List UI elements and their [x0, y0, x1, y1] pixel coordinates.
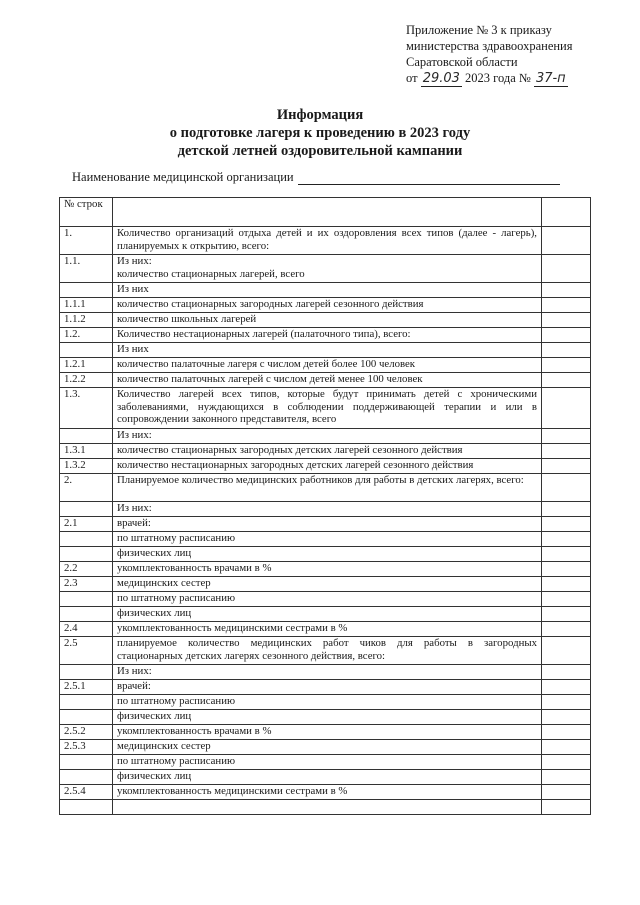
appendix-line-1: Приложение № 3 к приказу [406, 23, 552, 37]
row-number-cell: 2.5.1 [60, 680, 113, 695]
row-value-cell[interactable] [542, 547, 591, 562]
row-value-cell[interactable] [542, 358, 591, 373]
row-number-cell [60, 800, 113, 815]
row-value-cell[interactable] [542, 725, 591, 740]
row-number-cell: 1.3.1 [60, 444, 113, 459]
row-text-cell: врачей: [113, 680, 542, 695]
row-value-cell[interactable] [542, 770, 591, 785]
row-text-cell: количество стационарных загородных лагерей сезонного действия [113, 298, 542, 313]
row-text-cell: укомплектованность медицинскими сестрами в % [113, 785, 542, 800]
table-row [60, 755, 591, 770]
row-number-cell: 2.2 [60, 562, 113, 577]
table-row [60, 313, 591, 328]
table-row [60, 444, 591, 459]
row-number-cell: 1.2.2 [60, 373, 113, 388]
table-row [60, 373, 591, 388]
table-row [60, 577, 591, 592]
row-number-cell [60, 695, 113, 710]
organization-label: Наименование медицинской организации [72, 170, 294, 184]
table-row [60, 343, 591, 358]
row-number-cell [60, 665, 113, 680]
row-number-cell: 2.3 [60, 577, 113, 592]
row-value-cell[interactable] [542, 283, 591, 298]
row-number-cell: 2.5.4 [60, 785, 113, 800]
table-row [60, 459, 591, 474]
row-value-cell[interactable] [542, 710, 591, 725]
row-text-cell: укомплектованность врачами в % [113, 725, 542, 740]
row-value-cell[interactable] [542, 298, 591, 313]
row-text-cell: количество стационарных загородных детских лагерей сезонного действия [113, 444, 542, 459]
order-number-handwritten: 37-п [535, 71, 566, 86]
row-value-cell[interactable] [542, 373, 591, 388]
row-text-cell: физических лиц [113, 607, 542, 622]
row-value-cell[interactable] [542, 680, 591, 695]
document-title [0, 106, 640, 160]
row-text-cell: Из них [113, 343, 542, 358]
row-text-cell: Из них: [113, 502, 542, 517]
title-line-2: о подготовке лагеря к проведению в 2023 году [169, 125, 471, 141]
row-number-cell [60, 607, 113, 622]
appendix-line-3: Саратовской области [406, 55, 518, 69]
row-text-cell: по штатному расписанию [113, 532, 542, 547]
table-row [60, 800, 591, 815]
row-text-cell: Из них: [113, 429, 542, 444]
title-line-1: Информация [276, 107, 364, 123]
row-value-cell[interactable] [542, 755, 591, 770]
row-value-cell[interactable] [542, 562, 591, 577]
row-value-cell[interactable] [542, 502, 591, 517]
row-value-cell[interactable] [542, 343, 591, 358]
row-value-cell[interactable] [542, 637, 591, 665]
table-row [60, 547, 591, 562]
row-text-cell: укомплектованность врачами в % [113, 562, 542, 577]
row-value-cell[interactable] [542, 622, 591, 637]
table-row [60, 517, 591, 532]
table-row [60, 785, 591, 800]
row-value-cell[interactable] [542, 800, 591, 815]
row-value-cell[interactable] [542, 785, 591, 800]
row-value-cell[interactable] [542, 607, 591, 622]
header-num-cell: № строк [60, 198, 113, 227]
row-value-cell[interactable] [542, 444, 591, 459]
row-text-cell: количество нестационарных загородных детских лагерей сезонного действия [113, 459, 542, 474]
row-number-cell: 2.1 [60, 517, 113, 532]
row-text-cell: Планируемое количество медицинских работников для работы в детских лагерях, всего: [113, 474, 542, 502]
table-row [60, 592, 591, 607]
row-value-cell[interactable] [542, 665, 591, 680]
row-value-cell[interactable] [542, 592, 591, 607]
row-number-cell: 2. [60, 474, 113, 502]
row-value-cell[interactable] [542, 227, 591, 255]
row-value-cell[interactable] [542, 459, 591, 474]
row-value-cell[interactable] [542, 474, 591, 502]
appendix-line-2: министерства здравоохранения [406, 39, 573, 53]
row-number-cell: 2.5.3 [60, 740, 113, 755]
table-row [60, 283, 591, 298]
row-value-cell[interactable] [542, 517, 591, 532]
row-value-cell[interactable] [542, 532, 591, 547]
info-table [59, 197, 591, 815]
table-row [60, 725, 591, 740]
row-number-cell [60, 283, 113, 298]
table-row [60, 710, 591, 725]
row-text-cell: медицинских сестер [113, 577, 542, 592]
row-text-cell: количество палаточных лагерей с числом детей менее 100 человек [113, 373, 542, 388]
row-text-cell: укомплектованность медицинскими сестрами в % [113, 622, 542, 637]
row-number-cell [60, 429, 113, 444]
row-text-cell: по штатному расписанию [113, 755, 542, 770]
table-row [60, 770, 591, 785]
row-value-cell[interactable] [542, 255, 591, 283]
row-number-cell: 1.3.2 [60, 459, 113, 474]
row-value-cell[interactable] [542, 429, 591, 444]
row-value-cell[interactable] [542, 313, 591, 328]
row-number-cell: 2.4 [60, 622, 113, 637]
table-row [60, 607, 591, 622]
row-number-cell [60, 770, 113, 785]
row-text-cell: количество палаточные лагеря с числом детей более 100 человек [113, 358, 542, 373]
row-text-cell: медицинских сестер [113, 740, 542, 755]
row-text-cell: физических лиц [113, 770, 542, 785]
table-row [60, 328, 591, 343]
row-text-cell: Из них: количество стационарных лагерей, всего [113, 255, 542, 283]
table-row [60, 622, 591, 637]
row-value-cell[interactable] [542, 695, 591, 710]
row-text-cell: Количество организаций отдыха детей и их оздоровления всех типов (далее - лагерь), планируемых к открытию, всего: [113, 227, 542, 255]
row-text-cell: врачей: [113, 517, 542, 532]
row-text-cell: Из них [113, 283, 542, 298]
table-row [60, 388, 591, 429]
order-year-label: 2023 года № [465, 71, 531, 85]
header-value-cell [542, 198, 591, 227]
table-row [60, 255, 591, 283]
table-row [60, 227, 591, 255]
row-text-cell: физических лиц [113, 547, 542, 562]
table-row [60, 695, 591, 710]
row-number-cell [60, 755, 113, 770]
table-row [60, 298, 591, 313]
row-number-cell [60, 343, 113, 358]
row-number-cell [60, 502, 113, 517]
row-text-cell: Из них: [113, 665, 542, 680]
order-line [406, 70, 626, 87]
order-from-label: от [406, 71, 418, 85]
row-value-cell[interactable] [542, 328, 591, 343]
row-text-cell: Количество нестационарных лагерей (палаточного типа), всего: [113, 328, 542, 343]
table-row [60, 429, 591, 444]
table-row [60, 532, 591, 547]
row-number-cell [60, 547, 113, 562]
table-row [60, 358, 591, 373]
row-number-cell [60, 592, 113, 607]
header-text-cell [113, 198, 542, 227]
order-date-handwritten: 29.03 [422, 71, 460, 86]
row-text-cell [113, 800, 542, 815]
table-row [60, 562, 591, 577]
row-number-cell: 1.1.2 [60, 313, 113, 328]
appendix-header [406, 22, 626, 87]
title-line-3: детской летней оздоровительной кампании [177, 143, 463, 159]
row-value-cell[interactable] [542, 388, 591, 429]
row-number-cell: 1. [60, 227, 113, 255]
table-row [60, 680, 591, 695]
row-number-cell: 1.2. [60, 328, 113, 343]
row-text-cell: Количество лагерей всех типов, которые будут принимать детей с хроническими заболеваниями, нуждающихся в соблюдении поддерживающей терапии и или в сопровождении законного представителя, всего [113, 388, 542, 429]
table-row [60, 502, 591, 517]
row-number-cell: 1.1. [60, 255, 113, 283]
table-row [60, 474, 591, 502]
row-text-cell: планируемое количество медицинских работ чиков для работы в загородных стационарных детских лагерях сезонного действия, всего: [113, 637, 542, 665]
table-row [60, 665, 591, 680]
row-number-cell: 1.3. [60, 388, 113, 429]
row-text-cell: количество школьных лагерей [113, 313, 542, 328]
row-number-cell [60, 710, 113, 725]
organization-blank-line[interactable] [298, 172, 560, 185]
row-number-cell: 2.5.2 [60, 725, 113, 740]
row-text-cell: по штатному расписанию [113, 592, 542, 607]
row-number-cell [60, 532, 113, 547]
table-row [60, 740, 591, 755]
row-text-cell: по штатному расписанию [113, 695, 542, 710]
row-number-cell: 1.2.1 [60, 358, 113, 373]
row-number-cell: 1.1.1 [60, 298, 113, 313]
row-value-cell[interactable] [542, 740, 591, 755]
organization-field [72, 170, 572, 185]
table-row [60, 637, 591, 665]
row-number-cell: 2.5 [60, 637, 113, 665]
row-text-cell: физических лиц [113, 710, 542, 725]
row-value-cell[interactable] [542, 577, 591, 592]
table-header-row [60, 198, 591, 227]
